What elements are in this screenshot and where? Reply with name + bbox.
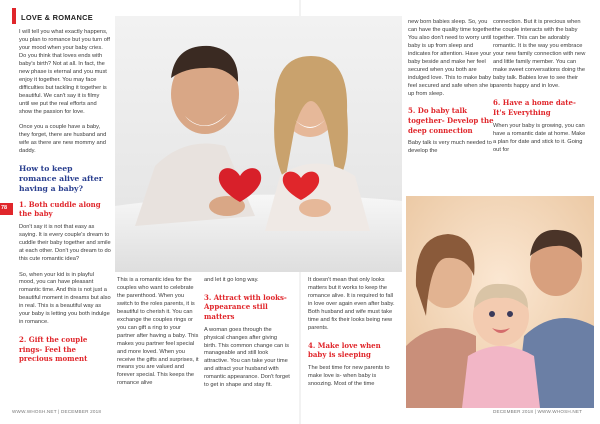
paragraph: I will tell you what exactly happens, you plan to romance but you turn off your mood when your baby cries. Do you think that loves ends with baby's birth? Not at all. In fact, the new phase is eternal and you must enjoy it together. You may face difficulties but tackling it together is beautiful. We can't say it is filmy until we put the real efforts and show the passion for love.	[19, 29, 110, 115]
couple-photo-illustration	[115, 16, 402, 272]
footer-right: DECEMBER 2018 | WWW.WHOSH.NET	[493, 409, 583, 414]
article-column-2	[117, 277, 199, 396]
footer-left: WWW.WHOSH.NET | DECEMBER 2018	[12, 409, 102, 414]
paragraph: Don't say it is not that easy as saying. It is every couple's dream to cuddle their baby together and smile at each other. Don't you dream to do this cute romantic idea?	[19, 223, 111, 262]
paragraph: new born babies sleep. So, you can have the quality time together. You also don't need to worry until baby is up from sleep and indicates for attention. Have your baby beside and make her feel secured when you both are indulged love. This to make baby feel secured and safe when she is up from sleep.	[408, 19, 495, 97]
article-column-4	[308, 277, 396, 397]
article-column-1	[19, 29, 111, 369]
article-column-5	[408, 19, 496, 164]
section-title: 4. Make love when baby is sleeping	[308, 340, 381, 360]
paragraph: and let it go long way.	[204, 277, 259, 283]
section-label: LOVE & ROMANCE	[21, 13, 93, 22]
paragraph: Baby talk is very much needed to develop the	[408, 140, 492, 155]
paragraph: This is a romantic idea for the couples who want to celebrate the parenthood. When you switch to the roles parents, it is beautiful to cherish it. You can exchange the couples rings or you can gift a ring to your partner after having a baby. This makes you partner feel special and more loved. When you receive the gifts and surprises, it means you are valued and forever special. This keeps the romance alive	[117, 277, 199, 387]
section-accent-bar	[12, 8, 16, 24]
article-column-3	[204, 277, 290, 398]
section-title: 6. Have a home date- It's Everything	[493, 98, 576, 118]
family-baby-photo	[406, 196, 594, 408]
section-title: 3. Attract with looks- Appearance still matters	[204, 292, 287, 322]
paragraph: The best time for new parents to make love is- when baby is snoozing. Most of the time	[308, 364, 390, 387]
article-column-6	[493, 19, 587, 162]
family-photo-illustration	[406, 196, 594, 408]
page-number: 78	[1, 205, 8, 211]
section-title: 2. Gift the couple rings- Feel the precious moment	[19, 335, 88, 364]
couple-hearts-photo	[115, 16, 402, 272]
section-title: 1. Both cuddle along the baby	[19, 199, 101, 219]
article-subheading: How to keep romance alive after having a baby?	[19, 164, 103, 194]
paragraph: connection. But it is precious when the couple interacts with the baby together. This can be adorably romantic. It is the way you embrace your new family connection with new and little family member. You can make sweet conversations doing the baby talk. Babies love to see their parents happy and in love.	[493, 19, 586, 89]
paragraph: Once you a couple have a baby, they forget, there are husband and wife as there are new mommy and daddy.	[19, 124, 107, 155]
paragraph: So, when your kid is in playful mood, you can have pleasant romantic time. And this is not just a beautiful moment in dreams but also in real. This is a beautiful way as your baby is letting you both indulge in romance.	[19, 271, 111, 326]
paragraph: It doesn't mean that only looks matters but it works to keep the romance alive. It is required to fall in love over again even after baby. Both husband and wife must take time and fix their looks being new parents.	[308, 277, 395, 331]
section-title: 5. Do baby talk together- Develop the deep connection	[408, 106, 494, 135]
paragraph: A woman goes through the physical changes after giving birth. This common change can is manageable and still look attractive. You can take your time and attract your husband with romantic appearance. Don't forget to get in shape and stay fit.	[204, 326, 290, 389]
paragraph: When your baby is growing, you can have a romantic date at home. Make a plan for date and stick to it. Going out for	[493, 122, 586, 153]
